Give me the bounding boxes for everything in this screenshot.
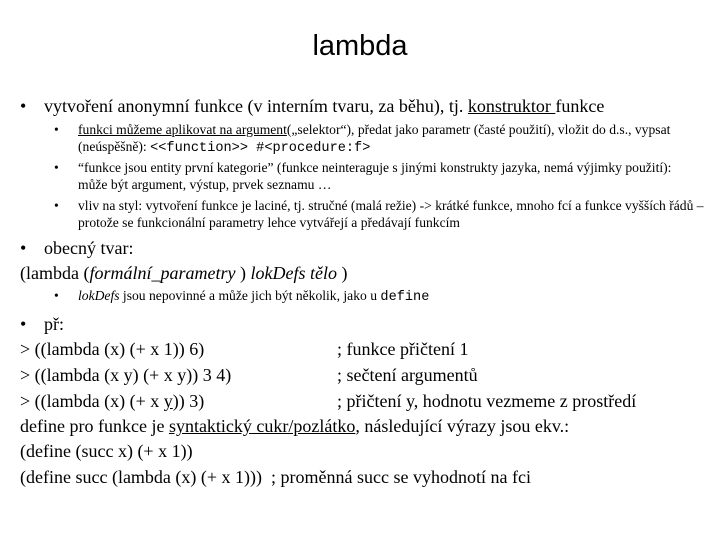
lokdefs-term: lokDefs (78, 288, 120, 303)
example-code: > ((lambda (x y) (+ x y)) 3 4) (20, 365, 232, 385)
example-line-3 (20, 390, 637, 412)
syntactic-sugar-line (20, 415, 569, 437)
apply-term: funkci můžeme aplikovat na argument (78, 122, 287, 137)
syntax-close: ) (341, 263, 348, 283)
bullet-marker: • (20, 238, 27, 258)
example-comment: ; sečtení argumentů (337, 365, 478, 385)
example-line-2 (20, 364, 478, 386)
sub-bullet-lokdefs (54, 287, 704, 306)
bullet-marker: • (54, 122, 59, 137)
code-part: > ((lambda (x) (+ x (20, 391, 164, 411)
example-comment: ; funkce přičtení 1 (337, 339, 469, 359)
bullet-general-form (20, 237, 133, 259)
example-comment: ; přičtení y, hodnotu vezmeme z prostředí (337, 391, 637, 411)
sub-bullet-apply (54, 121, 704, 157)
bullet-marker: • (54, 288, 59, 303)
text-part: define pro funkce je (20, 416, 169, 436)
bullet-marker: • (20, 314, 27, 334)
text-part: , následující výrazy jsou ekv.: (355, 416, 570, 436)
procedure-printout: <<function>> #<procedure:f> (150, 141, 371, 156)
define-line-2 (20, 466, 531, 488)
sub-bullet-text: “funkce jsou entity první kategorie” (funkce neinteraguje s jinými konstrukty jazyka, nemá výjimky použití): může být argument, výstup, prvek seznamu … (78, 160, 672, 192)
sub-bullet-text: vliv na styl: vytvoření funkce je laciné, tj. stručné (malá režie) -> krátké funkce, mnoho fcí a funkce vyšších řádů – protože se funkcionální parametry lehce vytvářejí a předávají funkcím (78, 198, 704, 230)
sub-bullet-first-class (54, 159, 704, 193)
sub-bullet-text: („selektor“), předat jako parametr (časté použití), vložit do d.s., vypsat (neúspěšně): (78, 122, 671, 154)
define-keyword: define (380, 290, 430, 305)
define-code: (define succ (lambda (x) (+ x 1))) (20, 467, 263, 487)
general-form-syntax (20, 262, 347, 284)
syntax-close-params: ) (239, 263, 251, 283)
bullet-anonymous-function (20, 95, 604, 117)
define-line-1 (20, 440, 193, 462)
constructor-term: konstruktor (467, 96, 556, 116)
bullet-marker: • (54, 160, 59, 175)
bullet-marker: • (20, 96, 27, 116)
bullet-marker: • (54, 198, 59, 213)
syntax-params: formální_parametry (89, 263, 240, 283)
example-code: > ((lambda (x) (+ x 1)) 6) (20, 339, 205, 359)
define-code: (define (succ x) (+ x 1)) (20, 441, 193, 461)
bullet-text: vytvoření anonymní funkce (v interním tvaru, za běhu), tj. (44, 96, 468, 116)
sub-bullet-style (54, 197, 704, 231)
example-code (20, 391, 204, 411)
sub-bullet-text: jsou nepovinné a může jich být několik, jako u (119, 288, 381, 303)
slide-title: lambda (312, 30, 408, 62)
code-part: )) 3) (172, 391, 205, 411)
bullet-text-end: funkce (555, 96, 605, 116)
bullet-text: obecný tvar: (44, 238, 134, 258)
bullet-example (20, 313, 64, 335)
syntax-open: (lambda ( (20, 263, 90, 283)
syntactic-sugar-term: syntaktický cukr/pozlátko (168, 416, 356, 436)
free-variable: y (163, 391, 173, 411)
syntax-body: lokDefs tělo (250, 263, 342, 283)
example-line-1 (20, 338, 469, 360)
bullet-text: př: (44, 314, 64, 334)
define-comment: ; proměnná succ se vyhodnotí na fci (271, 467, 531, 487)
